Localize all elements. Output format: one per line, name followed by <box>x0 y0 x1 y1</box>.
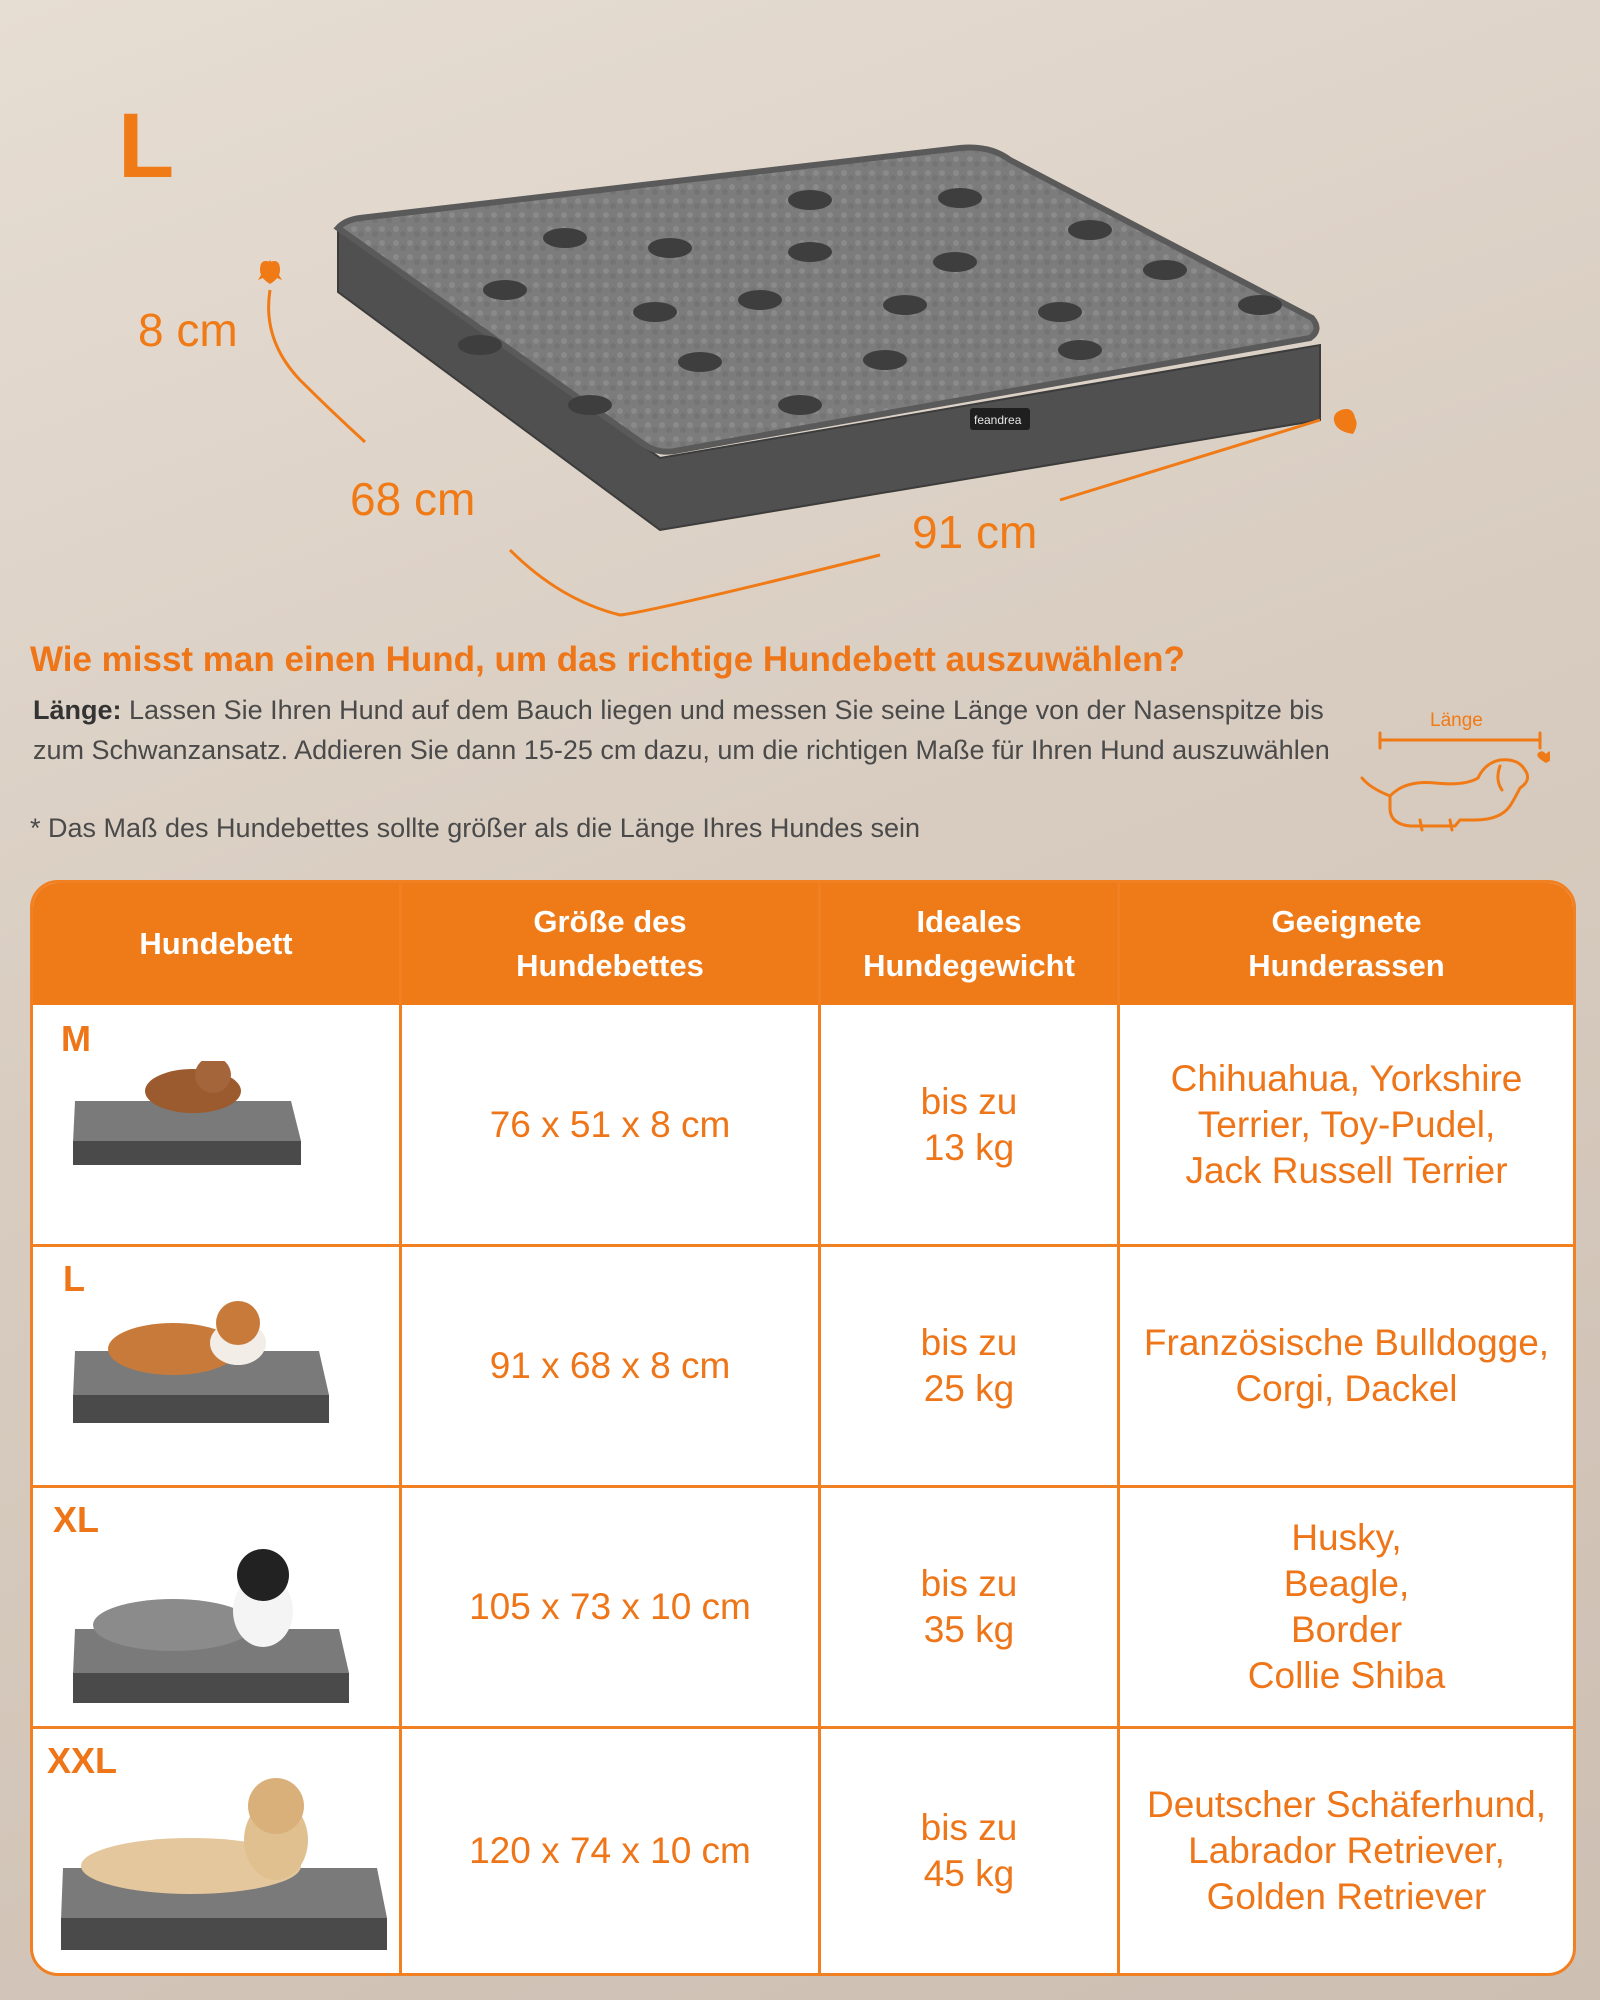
size-note: * Das Maß des Hundebettes sollte größer als die Länge Ihres Hundes sein <box>30 813 920 843</box>
header-dog-bed: Hundebett <box>139 926 293 961</box>
header-bed-size: Größe des Hundebettes <box>516 904 704 983</box>
bed-with-poodle-image <box>63 1061 303 1171</box>
table-header <box>33 883 1573 1005</box>
size-label: L <box>118 95 175 197</box>
row-size-label: L <box>63 1258 85 1299</box>
header-suitable-breeds: Geeignete Hunderassen <box>1248 904 1445 983</box>
header-ideal-weight: Ideales Hundegewicht <box>863 904 1075 983</box>
row-size-label: M <box>61 1018 91 1059</box>
height-dimension: 8 cm <box>138 304 238 356</box>
row-size-label: XL <box>53 1499 100 1540</box>
ideal-weight: bis zu 13 kg <box>920 1080 1018 1168</box>
bed-with-border-collie-image <box>63 1533 353 1713</box>
brand-tag: feandrea <box>974 413 1022 427</box>
dog-length-icon <box>1350 708 1550 848</box>
ideal-weight: bis zu 35 kg <box>920 1563 1018 1650</box>
suitable-breeds: Chihuahua, Yorkshire Terrier, Toy-Pudel, Jack Russell Terrier <box>1170 1057 1523 1191</box>
row-size-label: XXL <box>47 1740 118 1781</box>
suitable-breeds: Husky, Beagle, Border Collie Shiba <box>1247 1517 1446 1696</box>
bed-with-golden-retriever-image <box>51 1778 391 1958</box>
length-dimension: 91 cm <box>912 506 1038 558</box>
measuring-headline: Wie misst man einen Hund, um das richtige Hundebett auszuwählen? <box>30 640 1185 679</box>
bed-dimensions: 105 x 73 x 10 cm <box>469 1586 751 1627</box>
suitable-breeds: Deutscher Schäferhund, Labrador Retriever, Golden Retriever <box>1146 1784 1546 1917</box>
size-table <box>30 880 1576 1976</box>
suitable-breeds: Französische Bulldogge, Corgi, Dackel <box>1143 1322 1550 1409</box>
ideal-weight: bis zu 25 kg <box>920 1322 1018 1409</box>
bed-dimensions: 120 x 74 x 10 cm <box>469 1830 751 1871</box>
bed-dimensions: 91 x 68 x 8 cm <box>489 1345 731 1386</box>
length-text: Lassen Sie Ihren Hund auf dem Bauch liegen und messen Sie seine Länge von der Nasenspitze bis zum Schwanzansatz. Addieren Sie dann 15-25 cm dazu, um die richtigen Maße für Ihren Hund auszuwählen <box>33 695 1330 765</box>
icon-length-label: Länge <box>1430 710 1483 731</box>
bed-dimensions: 76 x 51 x 8 cm <box>489 1103 731 1145</box>
dog-bed-dimension-illustration <box>0 0 1600 640</box>
length-label: Länge: <box>33 695 122 725</box>
ideal-weight: bis zu 45 kg <box>920 1807 1018 1894</box>
measuring-description <box>33 690 1353 770</box>
depth-dimension: 68 cm <box>350 473 476 525</box>
bed-with-corgi-image <box>63 1283 333 1433</box>
